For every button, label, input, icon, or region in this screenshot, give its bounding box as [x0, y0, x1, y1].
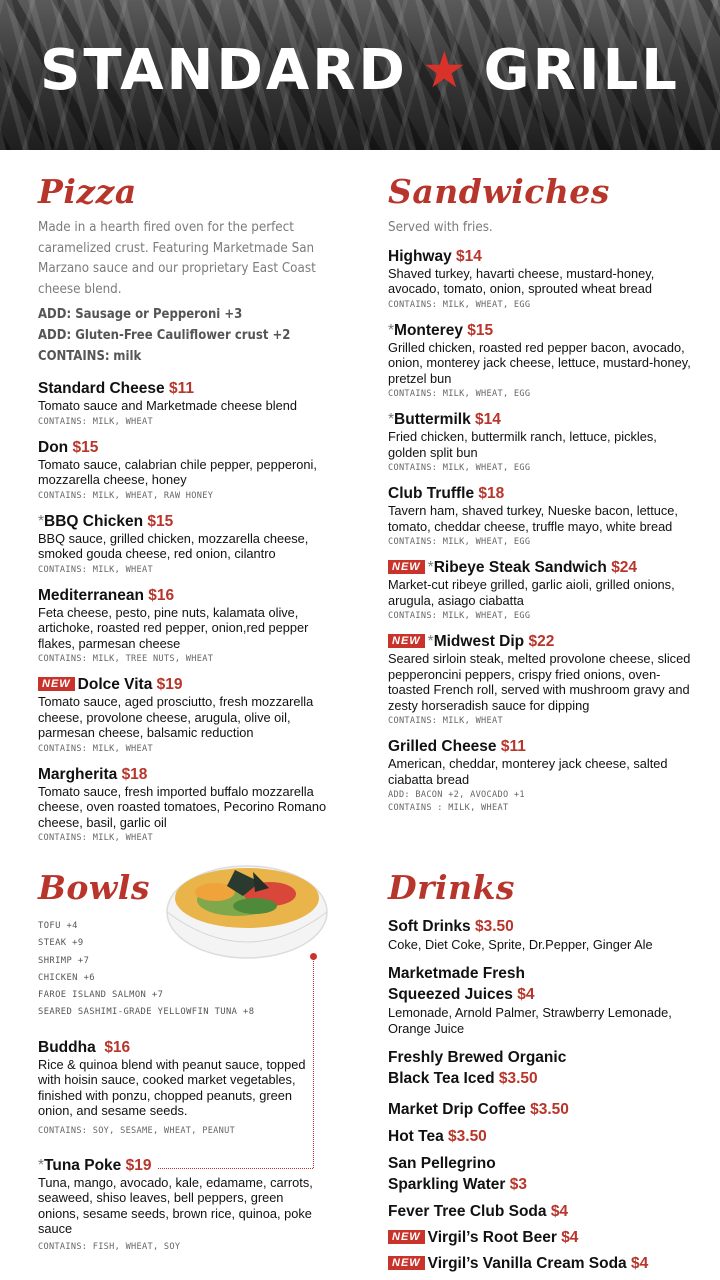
menu-item [38, 675, 348, 756]
menu-item [38, 586, 348, 667]
item-description: Tomato sauce, fresh imported buffalo mozzarella cheese, oven roasted tomatoes, Pecorino Romano cheese, basil, garlic oil [38, 783, 327, 830]
pizza-section [38, 170, 348, 845]
addon-item: TOFU +4 [38, 921, 78, 931]
drink-price: $4 [631, 1255, 649, 1272]
drink-name: Virgil’s Vanilla Cream Soda [427, 1255, 627, 1272]
item-name: Ribeye Steak Sandwich [433, 559, 607, 576]
asterisk-mark: * [427, 633, 434, 650]
menu-item [38, 1038, 308, 1138]
item-contains: CONTAINS: MILK, WHEAT [38, 416, 153, 427]
item-description: Tomato sauce, aged prosciutto, fresh mozzarella cheese, provolone cheese, arugula, olive oil, parmesan cheese, balsamic reduction [38, 694, 314, 740]
item-price: $11 [168, 380, 194, 397]
item-price: $14 [475, 411, 501, 428]
brand-left: STANDARD [40, 38, 408, 103]
item-price: $19 [125, 1156, 152, 1174]
item-contains: CONTAINS : MILK, WHEAT [388, 803, 509, 813]
item-description: Feta cheese, pesto, pine nuts, kalamata olive, artichoke, roasted red pepper, onion,red pepper flakes, parmesan cheese [38, 604, 309, 651]
menu-item [38, 512, 348, 577]
addon-item: FAROE ISLAND SALMON +7 [38, 990, 164, 1001]
drink-name: Soft Drinks [388, 918, 471, 935]
item-price: $18 [478, 485, 505, 502]
drink-name-line1: Marketmade Fresh [388, 965, 525, 982]
item-name: Dolce Vita [77, 676, 153, 693]
drink-price: $3 [509, 1176, 527, 1193]
item-description: Grilled chicken, roasted red pepper bacon, avocado, onion, monterey jack cheese, lettuce, mustard-honey, pretzel bun [388, 339, 691, 386]
drink-price: $4 [517, 986, 535, 1003]
drink-name: Squeezed Juices [388, 986, 513, 1003]
drink-item [388, 1253, 708, 1274]
item-name: Midwest Dip [433, 633, 525, 650]
item-contains: CONTAINS: MILK, WHEAT, RAW HONEY [38, 490, 214, 501]
drink-description: Lemonade, Arnold Palmer, Strawberry Lemonade, Orange Juice [388, 1005, 672, 1036]
item-description: American, cheddar, monterey jack cheese, salted ciabatta bread [388, 756, 668, 787]
drinks-section [388, 866, 708, 1274]
item-description: Tavern ham, shaved turkey, Nueske bacon, lettuce, tomato, cheddar cheese, truffle mayo, white bread [388, 503, 678, 534]
item-contains: CONTAINS: MILK, WHEAT [38, 564, 153, 575]
drink-name-line1: San Pellegrino [388, 1155, 496, 1172]
menu-item [38, 1156, 313, 1254]
section-title-pizza: Pizza [38, 172, 137, 211]
drink-item [388, 1126, 708, 1147]
drink-item [388, 1099, 708, 1120]
item-description: Tomato sauce, calabrian chile pepper, pepperoni, mozzarella cheese, honey [38, 456, 317, 487]
drink-price: $4 [561, 1229, 579, 1246]
item-name: Buddha [38, 1038, 96, 1056]
drink-name: Virgil’s Root Beer [427, 1229, 557, 1246]
item-name: Club Truffle [388, 485, 475, 502]
drink-item [388, 1153, 708, 1195]
item-price: $18 [121, 765, 148, 783]
item-name: Don [38, 438, 69, 456]
dotted-connector-horizontal [158, 1168, 313, 1169]
item-name: Highway [388, 247, 452, 265]
new-badge: NEW [388, 1230, 425, 1244]
section-title-bowls: Bowls [38, 868, 150, 907]
section-title-sandwiches: Sandwiches [388, 172, 610, 211]
new-badge: NEW [38, 677, 75, 691]
menu-item [388, 247, 698, 312]
drink-price: $3.50 [475, 918, 514, 935]
star-icon: ★ [421, 41, 470, 99]
pizza-intro: Made in a hearth fired oven for the perfect caramelized crust. Featuring Marketmade San Marzano sauce and our proprietary East Coast cheese blend. [38, 220, 316, 297]
addon-item: CHICKEN +6 [38, 972, 95, 983]
item-contains: CONTAINS: FISH, WHEAT, SOY [38, 1241, 181, 1252]
item-description: Rice & quinoa blend with peanut sauce, topped with hoisin sauce, cooked market vegetables, finished with ponzu, chopped peanuts, green onion, and sesame seeds. [38, 1056, 306, 1119]
dotted-connector [313, 956, 314, 1168]
addon-item: STEAK +9 [38, 938, 84, 949]
drink-description: Coke, Diet Coke, Sprite, Dr.Pepper, Ginger Ale [388, 937, 653, 952]
drink-name-line1: Freshly Brewed Organic [388, 1049, 567, 1066]
item-price: $15 [467, 321, 494, 339]
drink-price: $3.50 [448, 1128, 487, 1145]
item-name: BBQ Chicken [44, 512, 144, 530]
pizza-add-2: ADD: Gluten-Free Cauliflower crust +2 [38, 328, 291, 343]
pizza-contains: CONTAINS: milk [38, 349, 142, 364]
item-name: Monterey [394, 321, 463, 339]
menu-item [388, 484, 698, 549]
item-description: Tomato sauce and Marketmade cheese blend [38, 398, 297, 413]
brand-right: GRILL [483, 38, 680, 103]
header-banner [0, 0, 720, 150]
addon-item: SHRIMP +7 [38, 955, 90, 966]
item-price: $15 [147, 512, 174, 530]
new-badge: NEW [388, 1256, 425, 1270]
item-description: Market-cut ribeye grilled, garlic aioli, grilled onions, arugula, asiago ciabatta [388, 577, 675, 608]
asterisk-mark: * [388, 411, 395, 428]
item-contains: CONTAINS: MILK, WHEAT, EGG [388, 611, 531, 621]
menu-item [388, 558, 698, 623]
item-contains: CONTAINS: MILK, WHEAT [38, 833, 153, 843]
item-name: Tuna Poke [44, 1156, 122, 1174]
item-contains: CONTAINS: MILK, WHEAT, EGG [388, 537, 531, 547]
drink-price: $3.50 [530, 1101, 569, 1118]
item-price: $22 [528, 633, 555, 650]
item-price: $11 [500, 738, 526, 755]
drink-item [388, 1201, 708, 1222]
menu-item [388, 410, 698, 475]
asterisk-mark: * [427, 559, 434, 576]
menu-item [38, 379, 348, 429]
drink-name: Market Drip Coffee [388, 1101, 526, 1118]
brand-logo [0, 38, 720, 103]
menu-item [388, 737, 698, 815]
asterisk-mark: * [38, 512, 45, 530]
item-name: Grilled Cheese [388, 738, 497, 755]
item-price: $19 [156, 676, 183, 693]
drink-item [388, 963, 708, 1037]
sandwiches-section [388, 170, 698, 815]
drink-item [388, 916, 708, 953]
bowl-addons [38, 918, 348, 1022]
item-description: Fried chicken, buttermilk ranch, lettuce, pickles, golden split bun [388, 429, 657, 460]
drink-price: $3.50 [498, 1070, 538, 1087]
item-contains: CONTAINS: MILK, WHEAT, EGG [388, 389, 531, 399]
drink-item [388, 1227, 708, 1248]
item-price: $16 [104, 1038, 131, 1056]
section-title-drinks: Drinks [388, 868, 515, 907]
pizza-add-1: ADD: Sausage or Pepperoni +3 [38, 307, 243, 322]
drink-name: Sparkling Water [388, 1176, 506, 1193]
sandwiches-intro: Served with fries. [388, 220, 493, 235]
item-name: Standard Cheese [38, 380, 165, 397]
item-add: ADD: BACON +2, AVOCADO +1 [388, 790, 525, 800]
item-contains: CONTAINS: MILK, WHEAT, EGG [388, 463, 531, 473]
item-name: Mediterranean [38, 586, 144, 604]
item-contains: CONTAINS: MILK, WHEAT [38, 743, 153, 754]
item-price: $15 [72, 438, 99, 456]
menu-item [388, 632, 698, 728]
asterisk-mark: * [388, 321, 395, 339]
drink-name: Fever Tree Club Soda [388, 1203, 547, 1220]
drink-name: Hot Tea [388, 1128, 444, 1145]
item-name: Margherita [38, 765, 118, 783]
bowls-section [38, 866, 348, 1254]
asterisk-mark: * [38, 1156, 45, 1174]
item-description: Seared sirloin steak, melted provolone cheese, sliced pepperoncini peppers, crispy fried onions, oven-toasted French roll, served with mushroom gravy and zesty horseradish sauce for dipping [388, 651, 691, 713]
addon-item: SEARED SASHIMI-GRADE YELLOWFIN TUNA +8 [38, 1007, 255, 1018]
item-price: $14 [456, 247, 482, 265]
item-contains: CONTAINS: MILK, TREE NUTS, WHEAT [38, 654, 214, 664]
item-description: Tuna, mango, avocado, kale, edamame, carrots, seaweed, shiso leaves, bell peppers, green onions, sesame seeds, brown rice, quinoa, poke sauce [38, 1174, 313, 1237]
item-price: $24 [611, 559, 638, 576]
item-price: $16 [148, 586, 175, 604]
item-description: BBQ sauce, grilled chicken, mozzarella cheese, smoked gouda cheese, red onion, cilantro [38, 530, 309, 561]
new-badge: NEW [388, 560, 425, 574]
menu-item [38, 765, 348, 846]
item-contains: CONTAINS: MILK, WHEAT, EGG [388, 299, 531, 310]
menu-item [388, 321, 698, 402]
menu-item [38, 438, 348, 503]
item-name: Buttermilk [394, 411, 471, 428]
drink-name: Black Tea Iced [388, 1070, 495, 1087]
item-contains: CONTAINS: MILK, WHEAT [388, 716, 503, 726]
new-badge: NEW [388, 634, 425, 648]
item-description: Shaved turkey, havarti cheese, mustard-honey, avocado, tomato, onion, sprouted wheat bread [388, 265, 655, 296]
drink-item [388, 1047, 708, 1089]
drink-price: $4 [550, 1203, 569, 1220]
item-contains: CONTAINS: SOY, SESAME, WHEAT, PEANUT [38, 1125, 236, 1136]
